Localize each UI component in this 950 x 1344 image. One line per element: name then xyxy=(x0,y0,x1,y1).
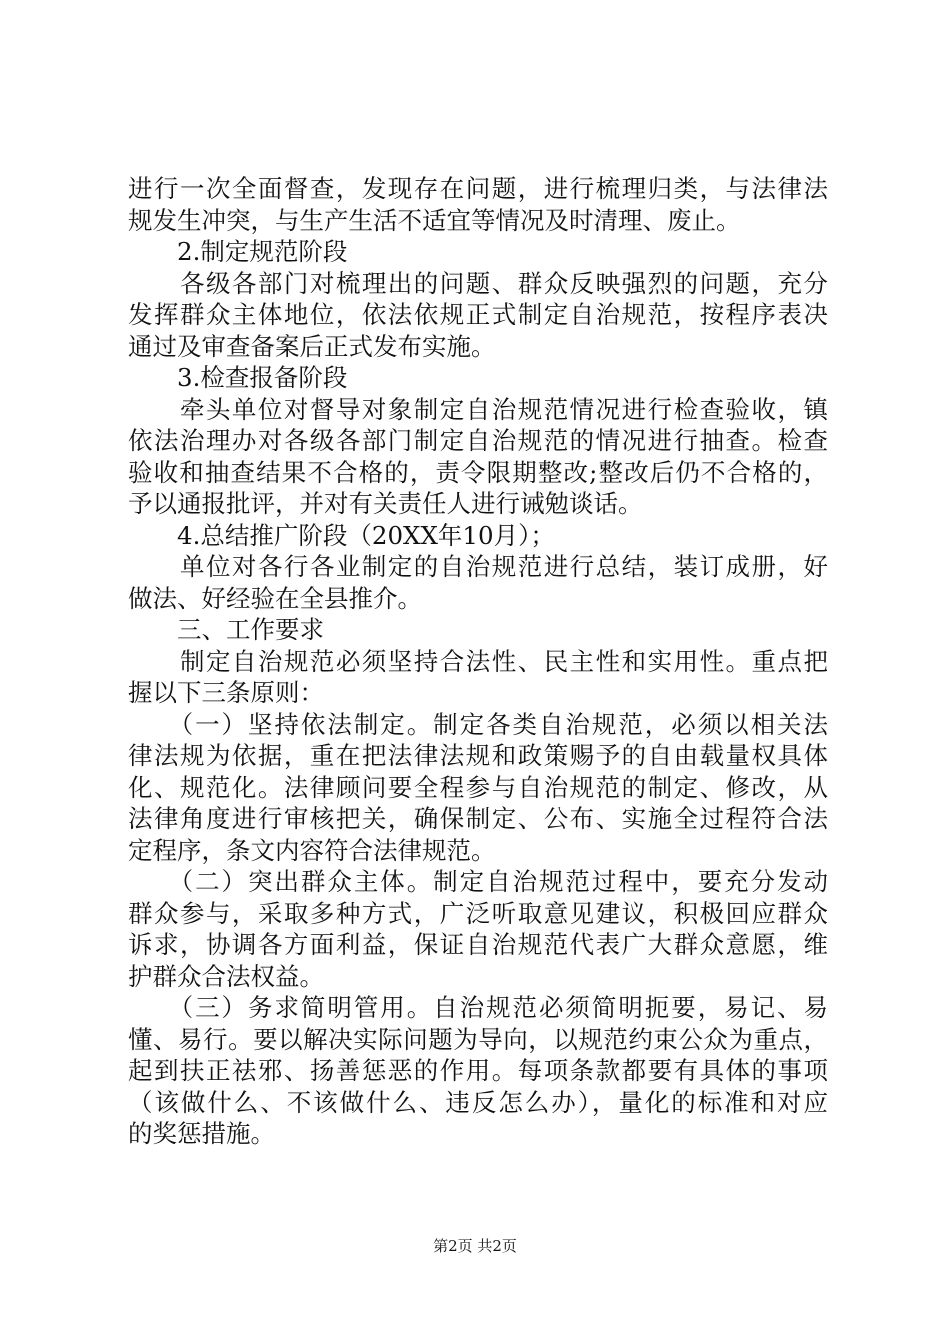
section-heading: 3.检查报备阶段 xyxy=(128,363,348,392)
body-line: 握以下三条原则： xyxy=(128,678,324,707)
body-line: 的奖惩措施。 xyxy=(128,1119,275,1148)
body-line: （该做什么、不该做什么、违反怎么办），量化的标准和对应 xyxy=(128,1087,828,1117)
section-heading: 2.制定规范阶段 xyxy=(128,237,348,266)
body-line: 予以通报批评，并对有关责任人进行诫勉谈话。 xyxy=(128,489,643,518)
body-line: 验收和抽查结果不合格的，责令限期整改;整改后仍不合格的， xyxy=(128,457,828,487)
section-heading: 4.总结推广阶段（20XX年10月）； xyxy=(128,520,555,550)
body-line: 群众参与，采取多种方式，广泛听取意见建议，积极回应群众 xyxy=(128,898,828,928)
body-line: 律法规为依据，重在把法律法规和政策赐予的自由载量权具体 xyxy=(128,741,828,770)
body-line: （二）突出群众主体。制定自治规范过程中，要充分发动 xyxy=(128,867,828,896)
body-line: （一）坚持依法制定。制定各类自治规范，必须以相关法 xyxy=(128,709,828,739)
body-line: 各级各部门对梳理出的问题、群众反映强烈的问题，充分 xyxy=(128,268,828,298)
body-line: 定程序，条文内容符合法律规范。 xyxy=(128,835,496,865)
body-line: 化、规范化。法律顾问要全程参与自治规范的制定、修改，从 xyxy=(128,772,828,802)
body-line: 单位对各行各业制定的自治规范进行总结，装订成册，好 xyxy=(128,552,828,581)
body-line: 懂、易行。要以解决实际问题为导向，以规范约束公众为重点， xyxy=(128,1024,828,1054)
page-number: 第2页 共2页 xyxy=(433,1237,517,1255)
body-line: （三）务求简明管用。自治规范必须简明扼要，易记、易 xyxy=(128,993,828,1022)
body-line: 护群众合法权益。 xyxy=(128,961,324,991)
body-line: 诉求，协调各方面利益，保证自治规范代表广大群众意愿，维 xyxy=(128,930,828,959)
body-line: 依法治理办对各级各部门制定自治规范的情况进行抽查。检查 xyxy=(128,426,828,455)
body-line: 做法、好经验在全县推介。 xyxy=(128,583,422,613)
page-footer xyxy=(0,1236,950,1256)
body-line: 进行一次全面督查，发现存在问题，进行梳理归类，与法律法 xyxy=(128,174,828,203)
body-line: 法律角度进行审核把关，确保制定、公布、实施全过程符合法 xyxy=(128,804,828,833)
document-body xyxy=(128,173,828,1150)
section-heading: 三、工作要求 xyxy=(128,615,324,644)
body-line: 牵头单位对督导对象制定自治规范情况进行检查验收，镇 xyxy=(128,394,828,424)
body-line: 制定自治规范必须坚持合法性、民主性和实用性。重点把 xyxy=(128,646,828,676)
body-line: 规发生冲突，与生产生活不适宜等情况及时清理、废止。 xyxy=(128,205,741,235)
body-line: 通过及审查备案后正式发布实施。 xyxy=(128,331,496,361)
body-line: 起到扶正祛邪、扬善惩恶的作用。每项条款都要有具体的事项 xyxy=(128,1056,828,1085)
body-line: 发挥群众主体地位，依法依规正式制定自治规范，按程序表决 xyxy=(128,300,828,329)
